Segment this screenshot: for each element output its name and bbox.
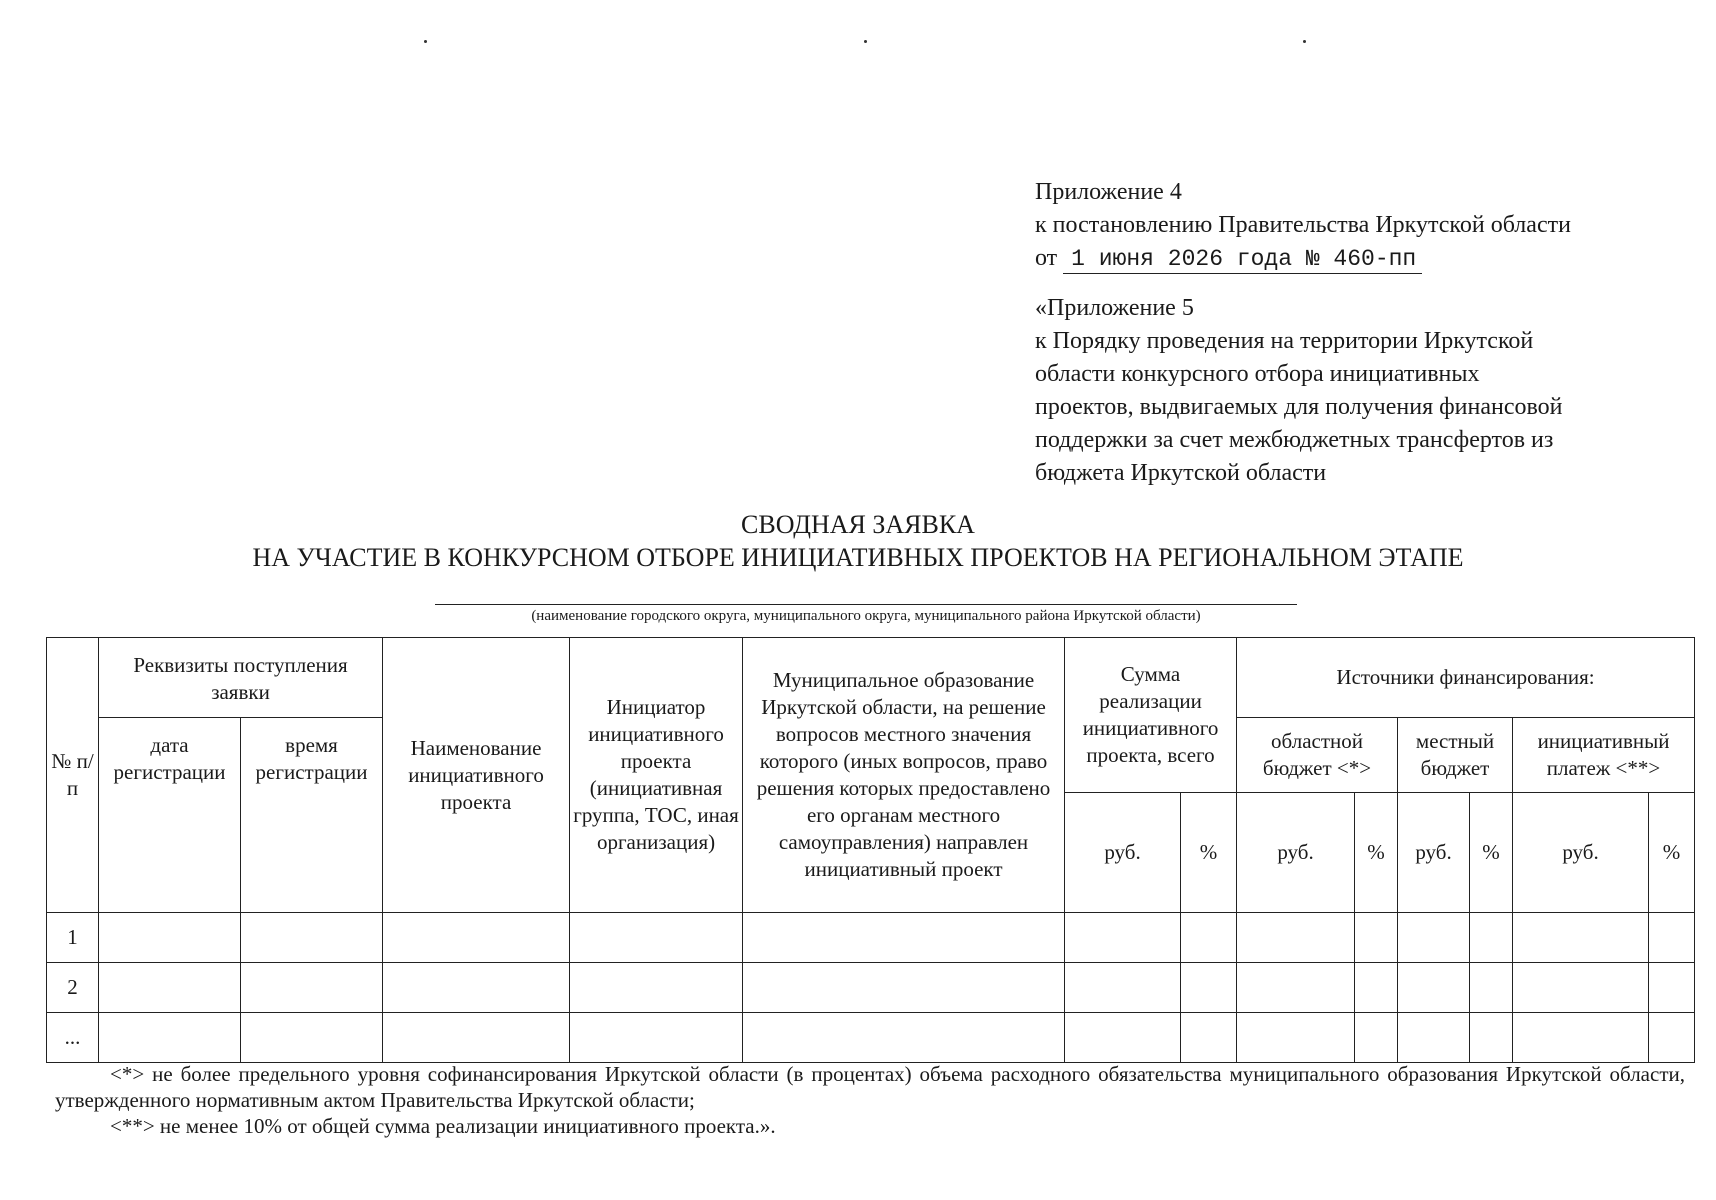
table-row — [47, 963, 1695, 1013]
unit-local-rub: руб. — [1398, 793, 1470, 913]
header-regional-budget: областной бюджет <*> — [1237, 718, 1398, 793]
table-cell — [383, 1013, 570, 1063]
header-requisites: Реквизиты поступления заявки — [99, 638, 383, 718]
table-cell — [1065, 913, 1181, 963]
table-cell — [99, 1013, 241, 1063]
table-cell — [1398, 963, 1470, 1013]
table-cell — [570, 913, 743, 963]
appendix-4-decree-ref: к постановлению Правительства Иркутской области — [1035, 212, 1571, 238]
footnote-initiative: <**> не менее 10% от общей сумма реализации инициативного проекта.». — [110, 1114, 776, 1138]
table-cell — [1398, 1013, 1470, 1063]
unit-total-pct: % — [1181, 793, 1237, 913]
table-cell — [1470, 913, 1513, 963]
decree-number: 1 июня 2026 года № 460-пп — [1063, 245, 1422, 274]
table-cell — [1513, 1013, 1649, 1063]
table-cell — [1513, 913, 1649, 963]
header-reg-time: время регистрации — [241, 718, 383, 913]
table-cell — [1237, 913, 1355, 963]
table-cell — [743, 913, 1065, 963]
header-project-name: Наименование инициативного проекта — [383, 638, 570, 913]
unit-initiative-pct: % — [1649, 793, 1695, 913]
unit-total-rub: руб. — [1065, 793, 1181, 913]
municipality-name-caption: (наименование городского округа, муниципального округа, муниципального района Иркутской области) — [531, 608, 1201, 624]
table-cell — [99, 963, 241, 1013]
row-number: ... — [47, 1013, 99, 1063]
header-municipality: Муниципальное образование Иркутской области, на решение вопросов местного значения которого (иных вопросов, право решения которых предоставлено его органам местного самоуправления) направлен инициативный проект — [743, 638, 1065, 913]
appendix-5-line: области конкурсного отбора инициативных — [1035, 361, 1480, 387]
unit-regional-rub: руб. — [1237, 793, 1355, 913]
table-cell — [1355, 1013, 1398, 1063]
application-table — [46, 637, 1695, 1063]
appendix-4-date-line — [1035, 242, 1690, 275]
row-number: 2 — [47, 963, 99, 1013]
table-cell — [1649, 963, 1695, 1013]
table-cell — [1065, 1013, 1181, 1063]
table-cell — [1065, 963, 1181, 1013]
row-number: 1 — [47, 913, 99, 963]
scan-dot — [1303, 40, 1306, 43]
document-subtitle: НА УЧАСТИЕ В КОНКУРСНОМ ОТБОРЕ ИНИЦИАТИВНЫХ ПРОЕКТОВ НА РЕГИОНАЛЬНОМ ЭТАПЕ — [252, 543, 1464, 572]
unit-initiative-rub: руб. — [1513, 793, 1649, 913]
table-cell — [1649, 913, 1695, 963]
appendix-5-line: поддержки за счет межбюджетных трансфертов из — [1035, 427, 1554, 453]
table-cell — [570, 1013, 743, 1063]
table-cell — [743, 963, 1065, 1013]
table-cell — [1355, 963, 1398, 1013]
appendix-5-line: к Порядку проведения на территории Иркутской — [1035, 328, 1534, 354]
table-cell — [1470, 963, 1513, 1013]
table-cell — [1237, 963, 1355, 1013]
table-cell — [743, 1013, 1065, 1063]
table-cell — [241, 963, 383, 1013]
footnotes — [55, 1061, 1685, 1139]
unit-regional-pct: % — [1355, 793, 1398, 913]
scan-dot — [864, 40, 867, 43]
municipality-name-line — [435, 604, 1297, 605]
table-cell — [1513, 963, 1649, 1013]
appendix-5-line: проектов, выдвигаемых для получения финансовой — [1035, 394, 1563, 420]
header-no: № п/п — [47, 638, 99, 913]
appendix-5-header — [1035, 292, 1690, 490]
table-cell — [241, 1013, 383, 1063]
unit-local-pct: % — [1470, 793, 1513, 913]
header-initiator: Инициатор инициативного проекта (инициативная группа, ТОС, иная организация) — [570, 638, 743, 913]
header-sources: Источники финансирования: — [1237, 638, 1695, 718]
table-cell — [241, 913, 383, 963]
table-row — [47, 913, 1695, 963]
document-title: СВОДНАЯ ЗАЯВКА — [741, 510, 975, 539]
table-cell — [1181, 1013, 1237, 1063]
table-cell — [1181, 963, 1237, 1013]
appendix-4-title: Приложение 4 — [1035, 179, 1182, 205]
scan-dot — [424, 40, 427, 43]
appendix-5-line: бюджета Иркутской области — [1035, 460, 1327, 486]
table-cell — [383, 963, 570, 1013]
table-cell — [383, 913, 570, 963]
header-initiative-payment: инициативный платеж <**> — [1513, 718, 1695, 793]
appendix-4-header — [1035, 176, 1690, 275]
table-cell — [570, 963, 743, 1013]
header-total: Сумма реализации инициативного проекта, всего — [1065, 638, 1237, 793]
from-prefix: от — [1035, 245, 1058, 271]
table-cell — [1649, 1013, 1695, 1063]
appendix-5-title: «Приложение 5 — [1035, 295, 1194, 321]
header-reg-date: дата регистрации — [99, 718, 241, 913]
table-cell — [99, 913, 241, 963]
table-cell — [1355, 913, 1398, 963]
header-local-budget: местный бюджет — [1398, 718, 1513, 793]
table-cell — [1181, 913, 1237, 963]
table-cell — [1237, 1013, 1355, 1063]
table-cell — [1470, 1013, 1513, 1063]
footnote-regional: <*> не более предельного уровня софинансирования Иркутской области (в процентах) объема расходного обязательства муниципального образования Иркутской области, утвержденного нормативным актом Правительства Иркутской области; — [55, 1062, 1685, 1112]
table-row — [47, 1013, 1695, 1063]
table-cell — [1398, 913, 1470, 963]
